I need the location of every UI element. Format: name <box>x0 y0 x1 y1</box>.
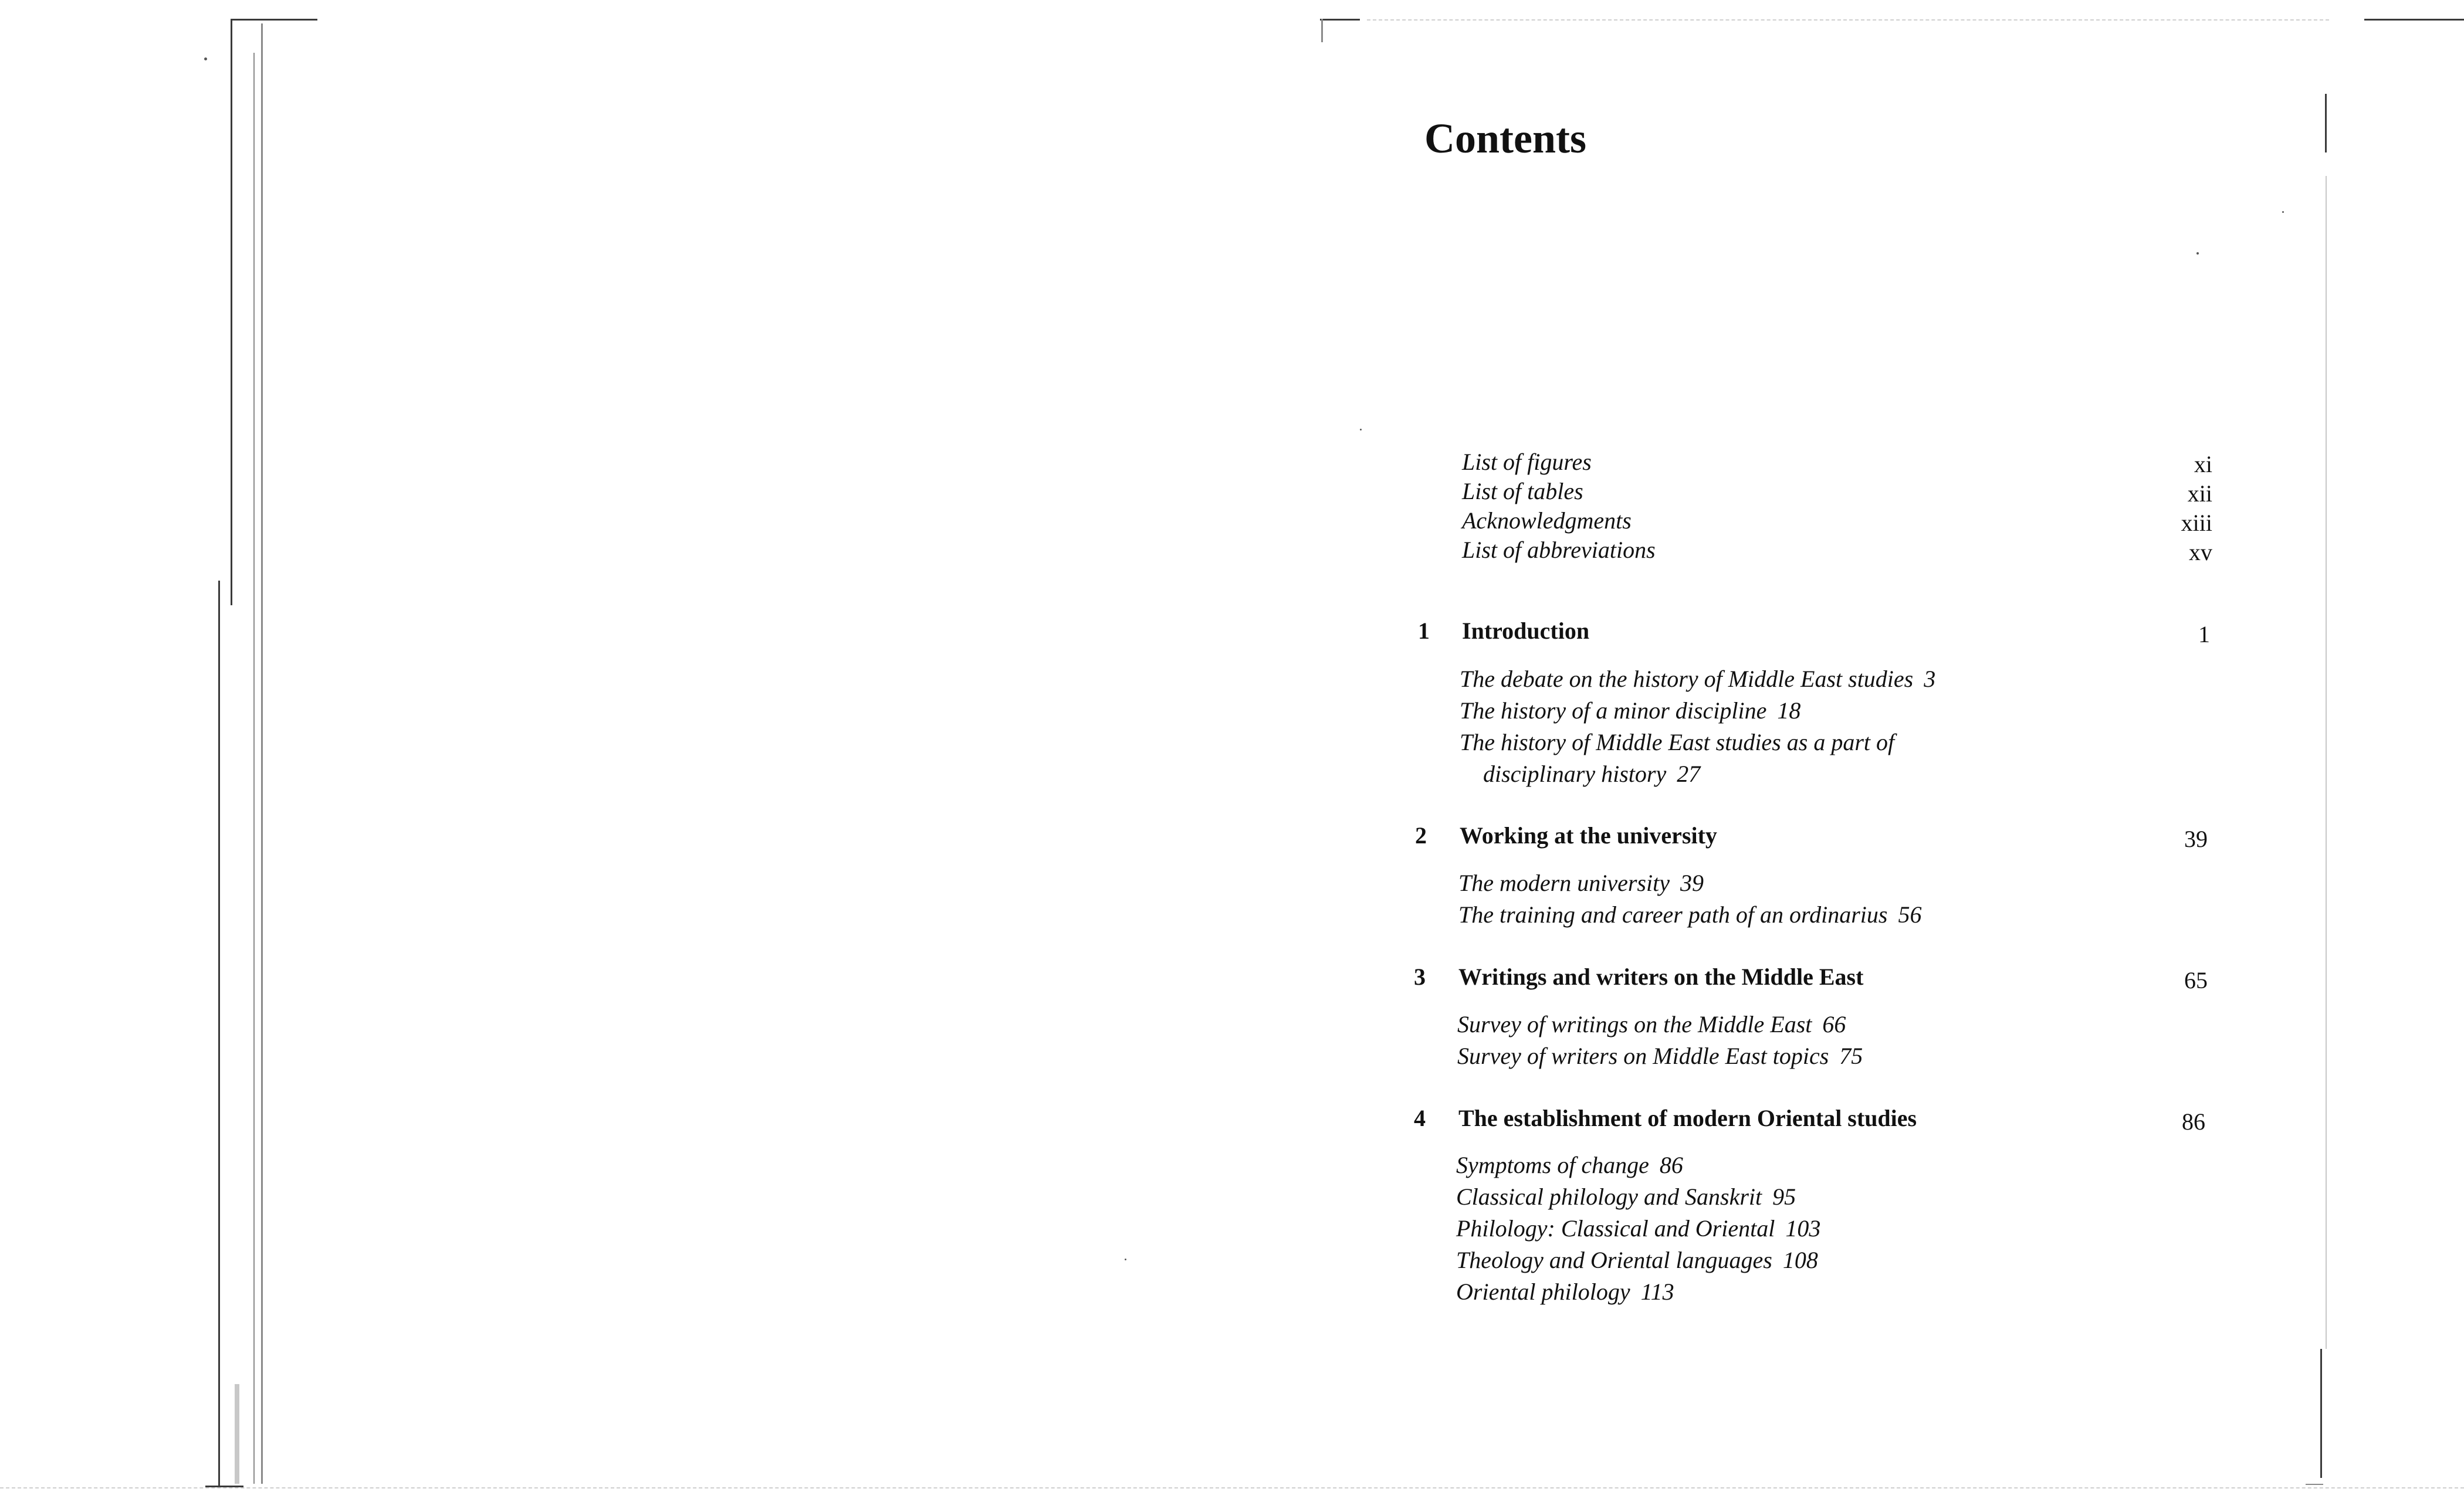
section-title: Survey of writings on the Middle East <box>1457 1011 1812 1037</box>
front-matter-title-acknowledgments: Acknowledgments <box>1462 507 1632 534</box>
front-matter-title-list-of-tables: List of tables <box>1462 478 1583 504</box>
front-matter-title-list-of-figures: List of figures <box>1462 449 1592 475</box>
section-entry <box>1456 1280 1674 1304</box>
section-entry <box>1460 667 1935 691</box>
front-matter-page-list-of-tables: xii <box>2187 480 2212 507</box>
chapter-number: 1 <box>1418 618 1430 644</box>
scan-speck <box>1360 429 1362 430</box>
section-page: 86 <box>1659 1152 1683 1178</box>
chapter-number: 2 <box>1415 822 1427 849</box>
chapter-title-introduction: Introduction <box>1462 618 1590 644</box>
section-entry <box>1458 903 1921 927</box>
chapter-title-establishment-of-oriental-studies: The establishment of modern Oriental studies <box>1458 1105 1917 1131</box>
section-page: 27 <box>1677 761 1701 787</box>
section-page: 18 <box>1777 697 1801 724</box>
left-page-gutter-shadow <box>235 1384 239 1484</box>
section-entry <box>1457 1013 1846 1036</box>
section-title: Oriental philology <box>1456 1279 1630 1305</box>
section-page: 95 <box>1772 1184 1796 1210</box>
front-matter-page-list-of-abbreviations: xv <box>2189 539 2212 565</box>
section-page: 103 <box>1785 1215 1821 1242</box>
scan-speck <box>2196 252 2199 255</box>
left-page-inner-edge-2 <box>253 53 255 1484</box>
section-page: 39 <box>1680 870 1704 896</box>
section-page: 108 <box>1782 1247 1818 1273</box>
section-title: The debate on the history of Middle East studies <box>1460 666 1914 692</box>
section-page: 66 <box>1822 1011 1846 1037</box>
section-entry <box>1460 699 1800 723</box>
scan-speck <box>204 57 207 60</box>
section-entry <box>1456 1249 1818 1272</box>
section-title: Symptoms of change <box>1456 1152 1649 1178</box>
section-entry <box>1458 872 1704 895</box>
front-matter-page-list-of-figures: xi <box>2194 451 2212 477</box>
right-page-top-corner <box>1320 19 1360 21</box>
right-page-lower-edge <box>2320 1349 2322 1478</box>
right-page-top-dashes <box>1367 19 2329 21</box>
chapter-number: 3 <box>1414 964 1426 990</box>
front-matter-page-acknowledgments: xiii <box>2181 510 2212 536</box>
chapter-page: 65 <box>2184 967 2208 993</box>
chapter-number: 4 <box>1414 1105 1426 1131</box>
section-title: Classical philology and Sanskrit <box>1456 1184 1762 1210</box>
section-page: 113 <box>1640 1279 1674 1305</box>
section-title: Survey of writers on Middle East topics <box>1457 1043 1829 1069</box>
left-page-lower-edge <box>218 581 220 1487</box>
section-page: 3 <box>1924 666 1936 692</box>
section-entry-continuation <box>1483 762 1700 786</box>
section-entry <box>1456 1185 1796 1209</box>
bottom-page-dashes <box>0 1487 2464 1488</box>
chapter-title-working-at-the-university: Working at the university <box>1460 822 1717 849</box>
chapter-title-writings-and-writers: Writings and writers on the Middle East <box>1458 964 1864 990</box>
section-entry <box>1460 731 1894 754</box>
section-page: 75 <box>1839 1043 1863 1069</box>
section-page: 56 <box>1898 901 1922 928</box>
right-page-top-corner-tick <box>1321 19 1323 42</box>
far-right-top-edge <box>2364 19 2464 21</box>
section-title: The history of a minor discipline <box>1460 697 1767 724</box>
left-page-inner-edge <box>261 23 263 1484</box>
section-entry <box>1456 1154 1683 1177</box>
left-page-top-edge <box>231 19 317 21</box>
chapter-page: 39 <box>2184 826 2208 852</box>
section-entry <box>1456 1217 1820 1240</box>
section-entry <box>1457 1045 1863 1068</box>
chapter-page: 1 <box>2198 621 2210 647</box>
scan-speck <box>2282 211 2284 213</box>
page-title: Contents <box>1424 115 1587 162</box>
section-title: The training and career path of an ordinarius <box>1458 901 1888 928</box>
chapter-page: 86 <box>2182 1108 2205 1135</box>
section-title: Philology: Classical and Oriental <box>1456 1215 1775 1242</box>
front-matter-title-list-of-abbreviations: List of abbreviations <box>1462 537 1656 563</box>
right-page-bottom-corner <box>2306 1484 2323 1485</box>
section-title: The modern university <box>1458 870 1670 896</box>
left-page-outer-edge <box>231 19 232 605</box>
right-page-outer-edge-faint <box>2326 176 2327 1349</box>
section-title: The history of Middle East studies as a part of <box>1460 729 1895 755</box>
right-page-outer-edge <box>2325 94 2327 152</box>
scan-speck <box>1125 1259 1126 1260</box>
section-title: disciplinary history <box>1483 761 1667 787</box>
section-title: Theology and Oriental languages <box>1456 1247 1772 1273</box>
